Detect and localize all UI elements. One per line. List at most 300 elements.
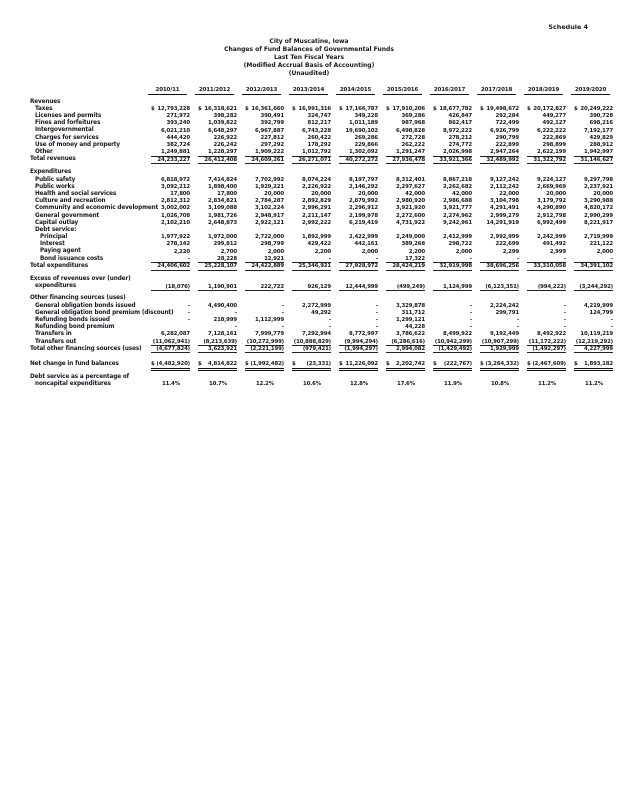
cell-value: 8,772,997 xyxy=(348,331,378,338)
cell-value: 32,919,998 xyxy=(439,263,472,270)
cell-value: 3,921,777 xyxy=(442,205,472,212)
row-label: Public safety xyxy=(35,176,76,183)
cell-value: 2,000 xyxy=(455,248,472,255)
cell-value: 42,000 xyxy=(405,191,425,198)
cell-value: 4,814,822 xyxy=(207,361,237,368)
table-row xyxy=(30,176,614,183)
cell-value: (1,994,297) xyxy=(344,346,378,352)
cell-value: 10.8% xyxy=(491,381,509,388)
cell-value: 222,899 xyxy=(495,141,519,148)
cell-value: (8,213,639) xyxy=(203,338,237,345)
schedule-label: Schedule 4 xyxy=(548,23,588,31)
dollar-sign: $ xyxy=(339,361,343,368)
row-label: Paying agent xyxy=(40,248,81,255)
cell-value: 389,268 xyxy=(401,241,425,248)
cell-value: - xyxy=(375,324,378,331)
cell-value: 444,420 xyxy=(166,134,190,141)
cell-value: 6,648,297 xyxy=(207,127,237,134)
cell-value: 1,909,222 xyxy=(254,149,284,156)
cell-value: 7,292,994 xyxy=(301,331,331,338)
year-header: 2016/2017 xyxy=(430,84,469,95)
cell-value: 491,492 xyxy=(542,241,566,248)
row-label: Net change in fund balances xyxy=(30,361,119,368)
cell-value: 324,747 xyxy=(307,113,331,120)
cell-value: 8,074,224 xyxy=(301,176,331,183)
row-label: General obligation bond premium (discount) xyxy=(35,309,174,316)
row-label: Transfers in xyxy=(35,331,72,338)
cell-value: 369,286 xyxy=(401,113,425,120)
cell-value: 3,623,921 xyxy=(207,346,237,352)
cell-value: 222,699 xyxy=(495,241,519,248)
cell-value: 2,834,821 xyxy=(207,198,237,205)
cell-value: 390,491 xyxy=(260,113,284,120)
cell-value: 18,677,782 xyxy=(439,105,472,112)
cell-value: 2,297,627 xyxy=(395,183,425,190)
cell-value: 862,417 xyxy=(448,120,472,127)
table-row xyxy=(30,381,614,388)
row-label: Total expenditures xyxy=(30,263,89,270)
cell-value: 7,414,824 xyxy=(207,176,237,183)
table-row xyxy=(30,241,614,248)
cell-value: 27,928,972 xyxy=(345,263,378,270)
cell-value: 429,829 xyxy=(589,134,613,141)
cell-value: 278,212 xyxy=(448,134,472,141)
cell-value: 2,948,917 xyxy=(254,212,284,219)
cell-value: 31,322,792 xyxy=(533,156,566,163)
cell-value: 8,197,797 xyxy=(348,176,378,183)
cell-value: 2,102,210 xyxy=(160,219,190,226)
cell-value: 1,011,189 xyxy=(348,120,378,127)
cell-value: (11,172,222) xyxy=(528,338,566,345)
cell-value: 20,249,222 xyxy=(580,105,613,112)
row-label: Use of money and property xyxy=(35,141,121,148)
cell-value: - xyxy=(328,255,331,262)
cell-value: - xyxy=(187,302,190,309)
financial-table xyxy=(30,84,614,388)
dollar-sign: $ xyxy=(480,361,484,368)
cell-value: 2,200 xyxy=(408,248,425,255)
table-row xyxy=(30,275,614,282)
cell-value: 34,391,102 xyxy=(580,263,613,270)
cell-value: 6,818,972 xyxy=(160,176,190,183)
cell-value: 2,000 xyxy=(267,248,284,255)
dollar-sign: $ xyxy=(527,105,531,112)
cell-value: 1,039,822 xyxy=(207,120,237,127)
title-report: Changes of Fund Balances of Governmental Funds xyxy=(224,46,394,53)
cell-value: 262,222 xyxy=(401,141,425,148)
cell-value: 2,272,600 xyxy=(395,212,425,219)
cell-value: 25,346,921 xyxy=(298,263,331,270)
cell-value: 16,318,621 xyxy=(204,105,237,112)
cell-value: 2,922,121 xyxy=(254,219,284,226)
title-block xyxy=(0,38,618,78)
cell-value: 1,190,901 xyxy=(207,283,237,290)
cell-value: (12,219,292) xyxy=(575,338,613,345)
cell-value: - xyxy=(281,324,284,331)
cell-value: 926,129 xyxy=(307,283,331,290)
cell-value: 2,912,798 xyxy=(536,212,566,219)
row-label: Health and social services xyxy=(35,190,117,197)
cell-value: 25,228,107 xyxy=(204,263,237,270)
cell-value: 3,921,920 xyxy=(395,205,425,212)
row-label: Culture and recreation xyxy=(35,198,106,205)
row-label: General obligation bonds issued xyxy=(35,302,136,309)
cell-value: 9,242,961 xyxy=(442,219,472,226)
cell-value: 20,000 xyxy=(264,191,284,198)
year-header: 2012/2013 xyxy=(242,84,281,95)
cell-value: 6,021,210 xyxy=(160,127,190,134)
cell-value: 2,996,291 xyxy=(301,205,331,212)
cell-value: 987,968 xyxy=(401,120,425,127)
cell-value: 492,127 xyxy=(542,120,566,127)
cell-value: 4,731,922 xyxy=(395,219,425,226)
cell-value: 2,274,962 xyxy=(442,212,472,219)
cell-value: 2,992,222 xyxy=(301,219,331,226)
cell-value: 2,146,292 xyxy=(348,183,378,190)
cell-value: (10,888,829) xyxy=(293,338,331,345)
cell-value: - xyxy=(469,309,472,316)
cell-value: 2,272,999 xyxy=(301,302,331,309)
cell-value: 3,002,002 xyxy=(160,205,190,212)
cell-value: 429,422 xyxy=(307,241,331,248)
cell-value: 31,146,627 xyxy=(580,156,613,163)
cell-value: 10,119,219 xyxy=(580,331,613,338)
cell-value: - xyxy=(375,317,378,324)
cell-value: 12,921 xyxy=(264,255,284,262)
cell-value: - xyxy=(234,324,237,331)
cell-value: (1,992,482) xyxy=(250,361,284,368)
cell-value: 2,700 xyxy=(220,248,237,255)
cell-value: 11.2% xyxy=(538,381,556,388)
cell-value: 698,216 xyxy=(589,120,613,127)
cell-value: - xyxy=(281,302,284,309)
cell-value: 24,422,889 xyxy=(251,263,284,270)
cell-value: 2,211,147 xyxy=(301,212,331,219)
cell-value: 2,990,299 xyxy=(583,212,613,219)
cell-value: 2,722,000 xyxy=(254,234,284,241)
table-row xyxy=(30,148,614,155)
table-row xyxy=(30,331,614,338)
cell-value: - xyxy=(469,302,472,309)
table-row xyxy=(30,112,614,119)
cell-value: (1,492,297) xyxy=(532,346,566,352)
cell-value: 44,228 xyxy=(405,324,425,331)
row-label: Excess of revenues over (under) xyxy=(30,276,131,282)
cell-value: 32,489,992 xyxy=(486,156,519,163)
row-label: Interest xyxy=(40,241,65,248)
cell-value: 2,812,312 xyxy=(160,198,190,205)
cell-value: 6,498,828 xyxy=(395,127,425,134)
cell-value: 2,992,999 xyxy=(489,234,519,241)
cell-value: 3,290,988 xyxy=(583,198,613,205)
cell-value: 8,972,222 xyxy=(442,127,472,134)
row-label: Licenses and permits xyxy=(35,113,102,120)
table-row xyxy=(30,183,614,190)
cell-value: 17,800 xyxy=(170,191,190,198)
cell-value: - xyxy=(563,255,566,262)
cell-value: 20,000 xyxy=(546,191,566,198)
year-header: 2018/2019 xyxy=(524,84,563,95)
cell-value: 298,722 xyxy=(448,241,472,248)
cell-value: 1,299,121 xyxy=(395,317,425,324)
row-label: Fines and forfeitures xyxy=(35,120,101,127)
cell-value: 2,202,742 xyxy=(395,361,425,368)
cell-value: 274,772 xyxy=(448,141,472,148)
table-row xyxy=(30,373,614,380)
cell-value: 33,310,058 xyxy=(533,263,566,270)
cell-value: 2,262,682 xyxy=(442,183,472,190)
cell-value: - xyxy=(187,317,190,324)
cell-value: 6,992,499 xyxy=(536,219,566,226)
cell-value: 1,124,999 xyxy=(442,283,472,290)
row-label: Other financing sources (uses) xyxy=(30,295,126,302)
title-unaudited: (Unaudited) xyxy=(288,70,330,77)
cell-value: 6,222,222 xyxy=(536,127,566,134)
cell-value: 4,227,999 xyxy=(583,346,613,352)
cell-value: 1,898,400 xyxy=(207,183,237,190)
cell-value: 20,000 xyxy=(593,191,613,198)
cell-value: - xyxy=(375,302,378,309)
table-row xyxy=(30,248,614,255)
cell-value: 1,972,000 xyxy=(207,234,237,241)
cell-value: (23,331) xyxy=(306,361,331,368)
cell-value: 24,233,227 xyxy=(157,156,190,163)
cell-value: 2,622,199 xyxy=(536,149,566,156)
cell-value: 2,719,999 xyxy=(583,234,613,241)
cell-value: (2,221,199) xyxy=(250,346,284,352)
cell-value: (10,272,999) xyxy=(246,338,284,345)
dollar-sign: $ xyxy=(339,105,343,112)
table-row xyxy=(30,358,614,368)
cell-value: 8,221,917 xyxy=(583,219,613,226)
row-label: Other xyxy=(35,149,53,156)
row-label: Capital outlay xyxy=(35,219,79,226)
cell-value: 10.7% xyxy=(209,381,227,388)
cell-value: 1,112,999 xyxy=(254,317,284,324)
cell-value: 2,237,921 xyxy=(583,183,613,190)
cell-value: 22,000 xyxy=(499,191,519,198)
cell-value: - xyxy=(234,309,237,316)
row-label: Taxes xyxy=(35,105,53,112)
table-row xyxy=(30,302,614,309)
cell-value: 299,791 xyxy=(495,309,519,316)
cell-value: 1,893,182 xyxy=(583,361,613,368)
row-label: Transfers out xyxy=(35,338,77,345)
cell-value: 393,240 xyxy=(166,120,190,127)
cell-value: 226,922 xyxy=(213,134,237,141)
cell-value: 2,224,242 xyxy=(489,302,519,309)
title-period: Last Ten Fiscal Years xyxy=(273,54,345,61)
cell-value: 8,492,922 xyxy=(536,331,566,338)
table-row xyxy=(30,283,614,290)
cell-value: - xyxy=(563,317,566,324)
row-label: Debt service as a percentage of xyxy=(30,374,130,381)
cell-value: 2,200 xyxy=(314,248,331,255)
cell-value: (10,942,299) xyxy=(434,338,472,345)
row-label: Principal xyxy=(40,234,68,241)
cell-value: 442,161 xyxy=(354,241,378,248)
cell-value: 20,172,827 xyxy=(533,105,566,112)
table-row xyxy=(30,134,614,141)
cell-value: 14,291,919 xyxy=(486,219,519,226)
cell-value: (9,994,294) xyxy=(344,338,378,345)
cell-value: 1,228,297 xyxy=(207,149,237,156)
row-label: expenditures xyxy=(35,283,77,290)
row-label: Charges for services xyxy=(35,134,99,141)
cell-value: 49,292 xyxy=(311,309,331,316)
cell-value: - xyxy=(516,255,519,262)
cell-value: (994,222) xyxy=(537,283,566,290)
cell-value: 6,926,799 xyxy=(489,127,519,134)
cell-value: 124,799 xyxy=(589,309,613,316)
row-label: Community and economic development xyxy=(35,205,159,212)
cell-value: - xyxy=(375,255,378,262)
year-header: 2017/2018 xyxy=(477,84,516,95)
cell-value: 1,892,999 xyxy=(301,234,331,241)
cell-value: 20,000 xyxy=(358,191,378,198)
cell-value: 382,724 xyxy=(166,141,190,148)
cell-value: - xyxy=(469,317,472,324)
table-row xyxy=(30,169,614,176)
cell-value: - xyxy=(516,324,519,331)
cell-value: 4,290,890 xyxy=(536,205,566,212)
cell-value: 398,282 xyxy=(213,113,237,120)
cell-value: (222,767) xyxy=(443,361,472,368)
dollar-sign: $ xyxy=(574,361,578,368)
cell-value: 1,012,792 xyxy=(301,149,331,156)
cell-value: - xyxy=(187,309,190,316)
cell-value: 40,272,272 xyxy=(345,156,378,163)
cell-value: 271,972 xyxy=(166,113,190,120)
cell-value: (499,249) xyxy=(396,283,425,290)
cell-value: 298,799 xyxy=(260,241,284,248)
dollar-sign: $ xyxy=(151,361,155,368)
cell-value: 2,199,978 xyxy=(348,212,378,219)
cell-value: 11,226,092 xyxy=(345,361,378,368)
cell-value: - xyxy=(610,324,613,331)
cell-value: 3,329,878 xyxy=(395,302,425,309)
cell-value: (4,482,920) xyxy=(156,361,190,368)
cell-value: 2,879,992 xyxy=(348,198,378,205)
cell-value: 2,026,998 xyxy=(442,149,472,156)
table-row xyxy=(30,219,614,226)
row-label: Public works xyxy=(35,183,75,190)
cell-value: 178,292 xyxy=(307,141,331,148)
cell-value: 6,282,087 xyxy=(160,331,190,338)
cell-value: 19,690,102 xyxy=(345,127,378,134)
row-label: Intergovernmental xyxy=(35,127,94,134)
cell-value: 6,743,228 xyxy=(301,127,331,134)
cell-value: - xyxy=(469,324,472,331)
cell-value: 222,869 xyxy=(542,134,566,141)
table-row xyxy=(30,309,614,316)
cell-value: 426,847 xyxy=(448,113,472,120)
cell-value: 17,800 xyxy=(217,191,237,198)
table-row xyxy=(30,262,614,269)
cell-value: 299,812 xyxy=(213,241,237,248)
cell-value: 2,000 xyxy=(361,248,378,255)
cell-value: (1,429,492) xyxy=(438,346,472,352)
cell-value: 2,999,279 xyxy=(489,212,519,219)
cell-value: 16,991,316 xyxy=(298,105,331,112)
cell-value: - xyxy=(281,309,284,316)
cell-value: 16,361,660 xyxy=(251,105,284,112)
cell-value: (2,467,609) xyxy=(532,361,566,368)
cell-value: 7,192,177 xyxy=(583,127,613,134)
cell-value: 1,249,881 xyxy=(160,149,190,156)
cell-value: 1,929,221 xyxy=(254,183,284,190)
table-row xyxy=(30,323,614,330)
cell-value: 2,296,912 xyxy=(348,205,378,212)
cell-value: 2,299 xyxy=(502,248,519,255)
row-label: Revenues xyxy=(30,98,61,105)
cell-value: 722,499 xyxy=(495,120,519,127)
table-row xyxy=(30,255,614,262)
cell-value: (10,907,299) xyxy=(481,338,519,345)
cell-value: 7,128,161 xyxy=(207,331,237,338)
cell-value: 2,112,242 xyxy=(489,183,519,190)
cell-value: - xyxy=(610,255,613,262)
cell-value: - xyxy=(375,309,378,316)
cell-value: 7,999,779 xyxy=(254,331,284,338)
dollar-sign: $ xyxy=(245,105,249,112)
cell-value: (3,264,332) xyxy=(485,361,519,368)
cell-value: 24,406,602 xyxy=(157,263,190,270)
cell-value: 7,702,992 xyxy=(254,176,284,183)
cell-value: 6,967,887 xyxy=(254,127,284,134)
cell-value: 2,648,873 xyxy=(207,219,237,226)
dollar-sign: $ xyxy=(292,361,296,368)
cell-value: 1,977,922 xyxy=(160,234,190,241)
cell-value: 4,490,400 xyxy=(207,302,237,309)
cell-value: 2,892,829 xyxy=(301,198,331,205)
cell-value: 24,609,261 xyxy=(251,156,284,163)
cell-value: 449,277 xyxy=(542,113,566,120)
cell-value: 4,820,172 xyxy=(583,205,613,212)
cell-value: (6,123,351) xyxy=(485,283,519,290)
year-header: 2010/11 xyxy=(148,84,187,95)
cell-value: - xyxy=(187,255,190,262)
dollar-sign: $ xyxy=(245,361,249,368)
cell-value: - xyxy=(328,324,331,331)
title-entity: City of Muscatine, Iowa xyxy=(269,38,349,45)
year-header: 2011/2012 xyxy=(195,84,234,95)
cell-value: - xyxy=(469,255,472,262)
cell-value: - xyxy=(563,324,566,331)
table-row xyxy=(30,226,614,233)
cell-value: 4,291,491 xyxy=(489,205,519,212)
cell-value: 278,142 xyxy=(166,241,190,248)
cell-value: 27,936,478 xyxy=(392,156,425,163)
cell-value: 2,412,999 xyxy=(442,234,472,241)
cell-value: 3,092,212 xyxy=(160,183,190,190)
cell-value: 17,910,206 xyxy=(392,105,425,112)
table-row xyxy=(30,120,614,127)
cell-value: 8,499,922 xyxy=(442,331,472,338)
cell-value: (3,244,292) xyxy=(579,283,613,290)
cell-value: 12.2% xyxy=(256,381,274,388)
dollar-sign: $ xyxy=(151,105,155,112)
cell-value: 2,980,920 xyxy=(395,198,425,205)
table-row xyxy=(30,345,614,352)
cell-value: 2,242,999 xyxy=(536,234,566,241)
cell-value: 311,712 xyxy=(401,309,425,316)
dollar-sign: $ xyxy=(386,105,390,112)
cell-value: 812,217 xyxy=(307,120,331,127)
row-label: Refunding bond premium xyxy=(35,324,115,331)
cell-value: 292,284 xyxy=(495,113,519,120)
cell-value: 3,109,088 xyxy=(207,205,237,212)
